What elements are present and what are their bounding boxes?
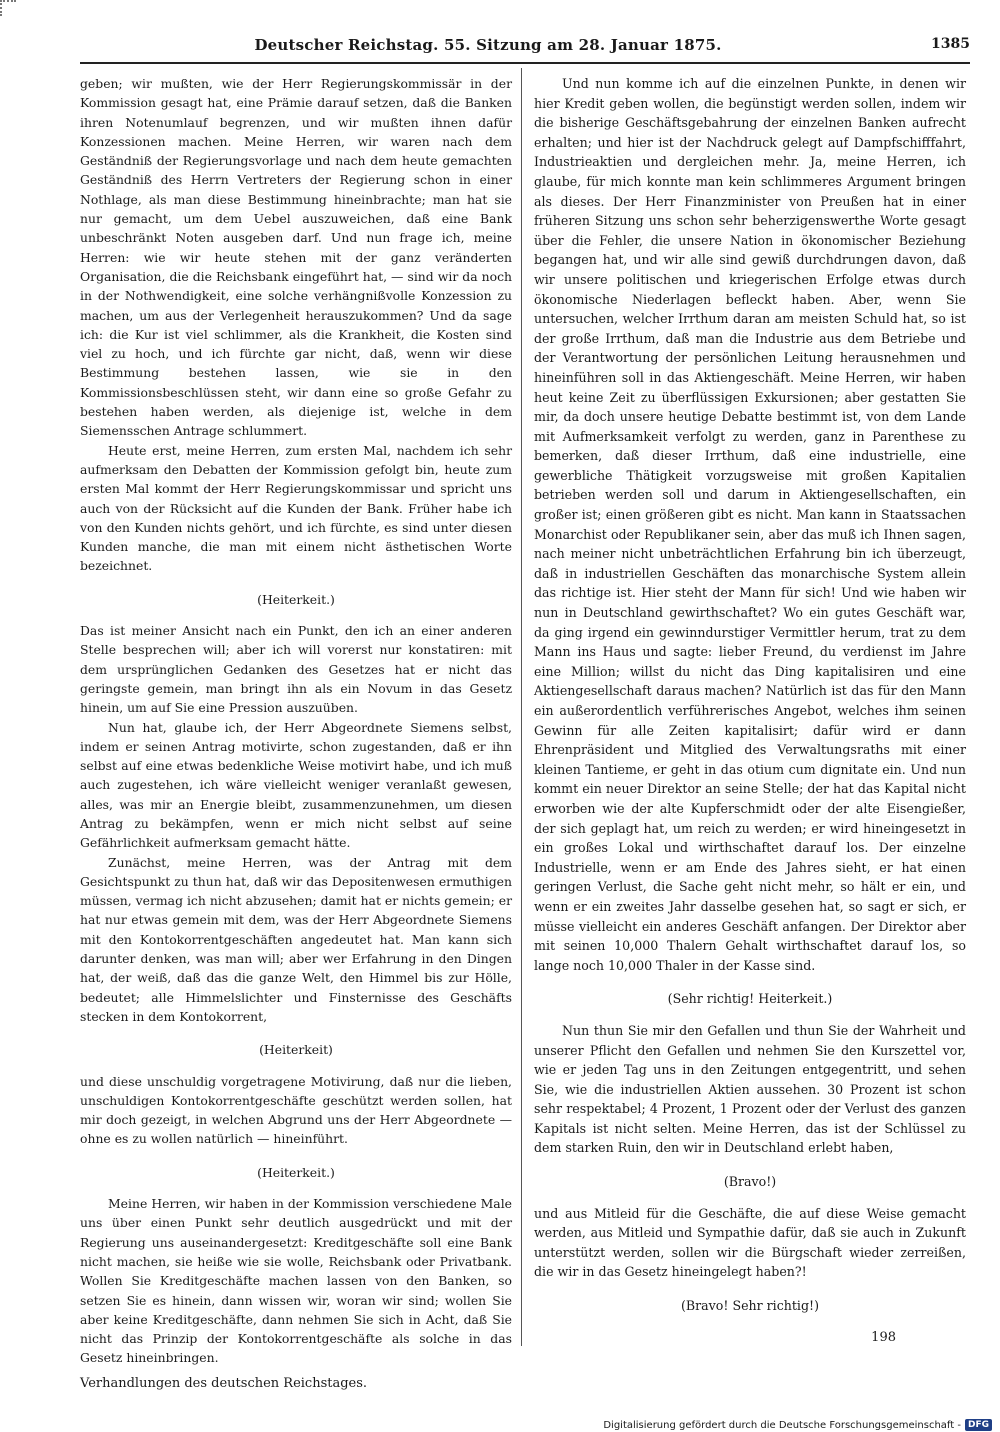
right-paragraph-3: und aus Mitleid für die Geschäfte, die auf diese Weise gemacht werden, aus Mitleid und Sympathie dafür, daß sie auch in Zukunft unterstützt werden, sollen wir die Bürgschaft wieder zerreißen, die wir in das Gesetz hineingelegt haben?! (534, 1205, 966, 1280)
running-title: Deutscher Reichstag. 55. Sitzung am 28. Januar 1875. (254, 36, 722, 54)
publication-footer: Verhandlungen des deutschen Reichstages. (80, 1375, 368, 1391)
left-paragraph-4: Nun hat, glaube ich, der Herr Abgeordnete Siemens selbst, indem er seinen Antrag motivirte, schon zugestanden, daß er ihn selbst auf eine etwas bedenkliche Weise motivirt habe, und ich muß auch zugestehen, ich wäre vielleicht weniger veranlaßt gewesen, alles, was mir an Energie bleibt, zusammenzunehmen, um diesen Antrag zu bekämpfen, wenn er mich nicht selbst auf seine Gefährlichkeit aufmerksam gemacht hätte. (80, 719, 512, 851)
left-paragraph-5: Zunächst, meine Herren, was der Antrag mit dem Gesichtspunkt zu thun hat, daß wir das Depositenwesen ermuthigen müssen, vermag ich nicht abzusehen; damit hat er nichts gemein; er hat nur etwas gemein mit dem, was der Herr Abgeordnete Siemens mit den Kontokorrentgeschäften angedeutet hat. Man kann sich darunter denken, was man will; aber wer Erfahrung in den Dingen hat, der weiß, daß das die ganze Welt, den Himmel bis zur Hölle, bedeutet; alle Himmelslichter und Finsternisse des Geschäfts stecken in dem Kontokorrent, (80, 854, 512, 1024)
left-paragraph-1: geben; wir mußten, wie der Herr Regierungskommissär in der Kommission gesagt hat, eine Prämie darauf setzen, daß die Banken ihren Notenumlauf begrenzen, und wir mußten ihnen dafür Konzessionen machen. Meine Herren, wir waren nach dem Geständniß der Regierungsvorlage und nach dem heute gemachten Geständniß des Herrn Vertreters der Regierung schon in einer Nothlage, als man diese Bestimmung hineinbrachte; man hat sie nur gemacht, um dem Uebel auszuweichen, daß eine Bank unbeschränkt Noten ausgeben darf. Und nun frage ich, meine Herren: wie wir heute stehen mit der ganz veränderten Organisation, die die Reichsbank eingeführt hat, — sind wir da noch in der Nothwendigkeit, eine solche verhängnißvolle Konzession zu machen, um aus der Verlegenheit herauszukommen? Und da sage ich: die Kur ist viel schlimmer, als die Krankheit, die Kosten sind viel zu hoch, und ich fürchte gar nicht, daß, wenn wir diese Bestimmung bestehen lassen, wie sie in den Kommissionsbeschlüssen steht, wir dann eine so große Gefahr zu bestehen haben werden, als diejenige ist, welche in dem Siemensschen Antrage schlummert. (80, 76, 512, 439)
column-divider (521, 68, 522, 1346)
left-paragraph-6: und diese unschuldig vorgetragene Motivirung, daß nur die lieben, unschuldigen Kontokorrentgeschäfte geschützt werden sollen, hat mir doch gezeigt, in welchen Abgrund uns der Herr Abgeordnete — ohne es zu wollen natürlich — hineinführt. (80, 1073, 512, 1147)
page-number: 1385 (931, 36, 970, 52)
right-paragraph-1: Und nun komme ich auf die einzelnen Punkte, in denen wir hier Kredit geben wollen, die begünstigt werden sollen, indem wir die bisherige Geschäftsgebahrung der einzelnen Banken aufrecht erhalten; und hier ist der Nachdruck gelegt auf Dampfschifffahrt, Industrieaktien und dergleichen mehr. Ja, meine Herren, ich glaube, für mich konnte man kein schlimmeres Argument bringen als dieses. Der Herr Finanzminister von Preußen hat in einer früheren Sitzung uns schon sehr beherzigenswerthe Worte gesagt über die Fehler, die unsere Nation in ökonomischer Beziehung begangen hat, und wir alle sind gewiß durchdrungen davon, daß wir unsere politischen und kriegerischen Erfolge etwas durch ökonomische Niederlagen befleckt haben. Aber, wenn Sie untersuchen, welcher Irrthum daran am meisten Schuld hat, so ist der große Irrthum, daß man die Industrie aus dem Betriebe und der Verantwortung der persönlichen Leitung herausnehmen und hineinführen soll in das Aktiengeschäft. Meine Herren, wir haben heut keine Zeit zu überflüssigen Exkursionen; aber gestatten Sie mir, da doch unsere heutige Debatte bestimmt ist, von dem Lande mit Aufmerksamkeit verfolgt zu werden, ganz in Parenthese zu bemerken, daß dieser Irrthum, daß eine industrielle, eine gewerbliche Thätigkeit vorzugsweise mit großen Kapitalien betrieben werden soll und darum in Aktiengesellschaften, ein großer ist; einen größeren gibt es nicht. Man kann in Staatssachen Monarchist oder Republikaner sein, aber das muß ich Ihnen sagen, nach meiner nicht unbeträchtlichen Erfahrung bin ich überzeugt, daß in industriellen Geschäften das monarchische System allein das richtige ist. Hier steht der Mann für sich! Und wie haben wir nun in Deutschland gewirthschaftet? Wo ein gutes Geschäft war, da ging irgend ein gewinndurstiger Vermittler herum, trat zu dem Mann ins Haus und sagte: lieber Freund, du verdienst im Jahre eine Million; willst du nicht das Ding kapitalisiren und eine Aktiengesellschaft daraus machen? Natürlich ist das für den Mann ein außerordentlich verführerisches Angebot, welches ihm seinen Gewinn für alle Zeiten kapitalisirt; dafür wird er dann Ehrenpräsident und Mitglied des Verwaltungsraths mit einer kleinen Tantieme, er geht in das otium cum dignitate ein. Und nun kommt ein neuer Direktor an seine Stelle; der hat das Kapital nicht erworben wie der alte Kupferschmidt oder der alte Eisengießer, der sich geplagt hat, um reich zu werden; er wird hineingesetzt in ein großes Lokal und wirthschaftet darauf los. Der einzelne Industrielle, wenn er am Ende des Jahres sieht, er hat einen geringen Verlust, die Sache geht nicht mehr, so hält er ein, und wenn er ein zweites Jahr dasselbe gesehen hat, so sagt er sich, er müsse vielleicht ein anderes Geschäft anfangen. Der Direktor aber mit seinen 10,000 Thalern Gehalt wirthschaftet darauf los, so lange noch 10,000 Thaler in der Kasse sind. (534, 76, 966, 973)
header-rule (80, 62, 970, 64)
page-header (80, 36, 970, 60)
scan-corner-mark (0, 0, 16, 16)
right-reaction-2: (Bravo!) (723, 1174, 777, 1190)
left-paragraph-2: Heute erst, meine Herren, zum ersten Mal, nachdem ich sehr aufmerksam den Debatten der Kommission gefolgt bin, heute zum ersten Mal kommt der Herr Regierungskommissar und spricht uns auch von der Rücksicht auf die Kunden der Bank. Früher habe ich von den Kunden nichts gehört, und ich fürchte, es sind unter diesen Kunden manche, die man mit einem nicht ästhetischen Worte bezeichnet. (80, 442, 512, 574)
digitization-note: Digitalisierung gefördert durch die Deutsche Forschungsgemeinschaft - (603, 1419, 961, 1431)
digitization-credit (603, 1418, 992, 1432)
right-column (534, 74, 966, 1347)
left-reaction-3: (Heiterkeit.) (257, 1164, 335, 1180)
left-paragraph-7: Meine Herren, wir haben in der Kommission verschiedene Male uns über einen Punkt sehr deutlich ausgedrückt und mit der Regierung uns auseinandergesetzt: Kreditgeschäfte soll eine Bank nicht machen, sie heiße wie sie wolle, Reichsbank oder Privatbank. Wollen Sie Kreditgeschäfte machen lassen von den Banken, so setzen Sie es hinein, dann wissen wir, woran wir sind; wollen Sie aber keine Kreditgeschäfte, dann nehmen Sie sich in Acht, daß Sie nicht das Prinzip der Kontokorrentgeschäfte als solche in das Gesetz hineinbringen. (80, 1196, 512, 1366)
right-reaction-1: (Sehr richtig! Heiterkeit.) (667, 991, 833, 1007)
left-reaction-2: (Heiterkeit) (259, 1042, 333, 1058)
right-paragraph-2: Nun thun Sie mir den Gefallen und thun Sie der Wahrheit und unserer Pflicht den Gefallen und nehmen Sie den Kurszettel vor, wie er jeden Tag uns in den Zeitungen entgegentritt, und sehen Sie, wie die industriellen Aktien aussehen. 30 Prozent ist schon sehr respektabel; 4 Prozent, 1 Prozent oder der Verlust des ganzen Kapitals ist nicht selten. Meine Herren, das ist der Schlüssel zu dem starken Ruin, den wir in Deutschland erlebt haben, (534, 1022, 966, 1156)
left-column (80, 74, 512, 1393)
left-paragraph-3: Das ist meiner Ansicht nach ein Punkt, den ich an einer anderen Stelle besprechen will; aber ich will vorerst nur konstatiren: mit dem ursprünglichen Gedanken des Gesetzes hat er nicht das geringste gemein, man bringt ihn als ein Novum in das Gesetz hinein, um auf Sie eine Pression auszuüben. (80, 623, 512, 716)
sheet-signature: 198 (871, 1329, 896, 1345)
right-reaction-3: (Bravo! Sehr richtig!) (680, 1298, 819, 1314)
dfg-logo: DFG (965, 1419, 992, 1431)
left-reaction-1: (Heiterkeit.) (257, 591, 335, 607)
